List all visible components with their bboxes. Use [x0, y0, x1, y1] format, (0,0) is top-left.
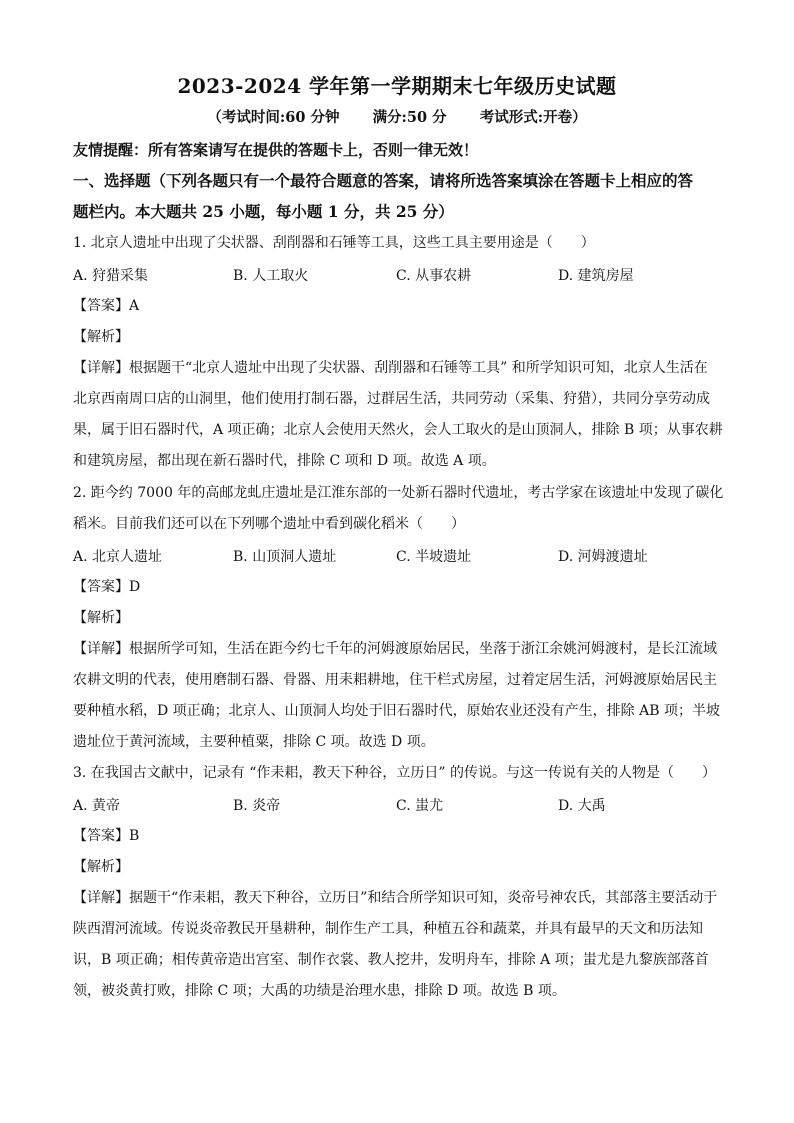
exam-time: （考试时间:60 分钟 [207, 109, 340, 126]
section-heading-line-1: 一、选择题（下列各题只有一个最符合题意的答案，请将所选答案填涂在答题卡上相应的答 [73, 171, 694, 190]
question-1-stem: 1. 北京人遗址中出现了尖状器、刮削器和石锤等工具，这些工具主要用途是（ ） [73, 235, 595, 251]
question-2-stem: 2. 距今约 7000 年的高邮龙虬庄遗址是江淮东部的一处新石器时代遗址，考古学家在该遗址中发现了碳化 [73, 485, 724, 501]
question-1-detail-line: 和建筑房屋，都出现在新石器时代，排除 C 项和 D 项。故选 A 项。 [73, 453, 496, 469]
question-3-option-a: A. 黄帝 [73, 798, 121, 814]
question-1-detail-line: 北京西南周口店的山洞里，他们使用打制石器，过群居生活，共同劳动（采集、狩猎），共同分享劳动成 [73, 391, 710, 407]
question-2-detail-line: 农耕文明的代表，使用磨制石器、骨器、用耒耜耕地，住干栏式房屋，过着定居生活，河姆渡原始居民主 [73, 672, 717, 688]
question-2-detail-line: 遗址位于黄河流域，主要种植粟，排除 C 项。故选 D 项。 [73, 734, 435, 750]
question-2-answer: 【答案】D [73, 579, 141, 595]
question-2-option-d: D. 河姆渡遗址 [558, 549, 648, 565]
question-3-option-d: D. 大禹 [558, 798, 606, 814]
question-1-analysis: 【解析】 [73, 329, 129, 345]
question-3-analysis: 【解析】 [73, 859, 129, 875]
question-3-detail-line: 【详解】据题干“作耒耜，教天下种谷，立历日”和结合所学知识可知，炎帝号神农氏，其部落主要活动于 [73, 890, 718, 906]
question-2-detail-line: 要种植水稻，D 项正确；北京人、山顶洞人均处于旧石器时代，原始农业还没有产生，排除 AB 项；半坡 [73, 703, 720, 719]
exam-score: 满分:50 分 [372, 109, 447, 126]
question-1-option-c: C. 从事农耕 [396, 268, 472, 284]
question-3-detail-line: 领，被炎黄打败，排除 C 项；大禹的功绩是治理水患，排除 D 项。故选 B 项。 [73, 983, 566, 999]
question-3-detail-line: 陕西渭河流域。传说炎帝教民开垦耕种，制作生产工具，种植五谷和蔬菜，并具有最早的天文和历法知 [73, 921, 703, 937]
question-2-option-a: A. 北京人遗址 [73, 549, 163, 565]
question-2-option-c: C. 半坡遗址 [396, 549, 472, 565]
question-3-option-c: C. 蚩尤 [396, 798, 444, 814]
exam-form: 考试形式:开卷） [479, 109, 587, 126]
section-heading-line-2: 题栏内。本大题共 25 小题，每小题 1 分，共 25 分） [73, 202, 454, 221]
question-2-analysis: 【解析】 [73, 610, 129, 626]
question-1-detail-line: 果，属于旧石器时代，A 项正确；北京人会使用天然火，会人工取火的是山顶洞人，排除 B 项；从事农耕 [73, 422, 723, 438]
question-3-stem: 3. 在我国古文献中，记录有 “作耒耜，教天下种谷，立历日” 的传说。与这一传说有关的人物是（ ） [73, 765, 717, 781]
question-2-stem: 稻米。目前我们还可以在下列哪个遗址中看到碳化稻米（ ） [73, 516, 465, 532]
reminder: 友情提醒：所有答案请写在提供的答题卡上，否则一律无效！ [73, 141, 479, 159]
question-3-answer: 【答案】B [73, 828, 140, 844]
question-3-option-b: B. 炎帝 [233, 798, 281, 814]
question-2-detail-line: 【详解】根据所学可知，生活在距今约七千年的河姆渡原始居民，坐落于浙江余姚河姆渡村，是长江流域 [73, 641, 717, 657]
exam-info [0, 106, 794, 127]
question-3-detail-line: 识，B 项正确；相传黄帝造出宫室、制作衣裳、教人挖井，发明舟车，排除 A 项；蚩尤是九黎族部落首 [73, 952, 709, 968]
page-title: 2023-2024 学年第一学期期末七年级历史试题 [177, 74, 617, 98]
question-2-option-b: B. 山顶洞人遗址 [233, 549, 337, 565]
question-1-answer: 【答案】A [73, 298, 140, 314]
question-1-detail-line: 【详解】根据题干“北京人遗址中出现了尖状器、刮削器和石锤等工具” 和所学知识可知，北京人生活在 [73, 360, 708, 376]
question-1-option-d: D. 建筑房屋 [558, 268, 634, 284]
question-1-option-a: A. 狩猎采集 [73, 268, 149, 284]
question-1-option-b: B. 人工取火 [233, 268, 309, 284]
